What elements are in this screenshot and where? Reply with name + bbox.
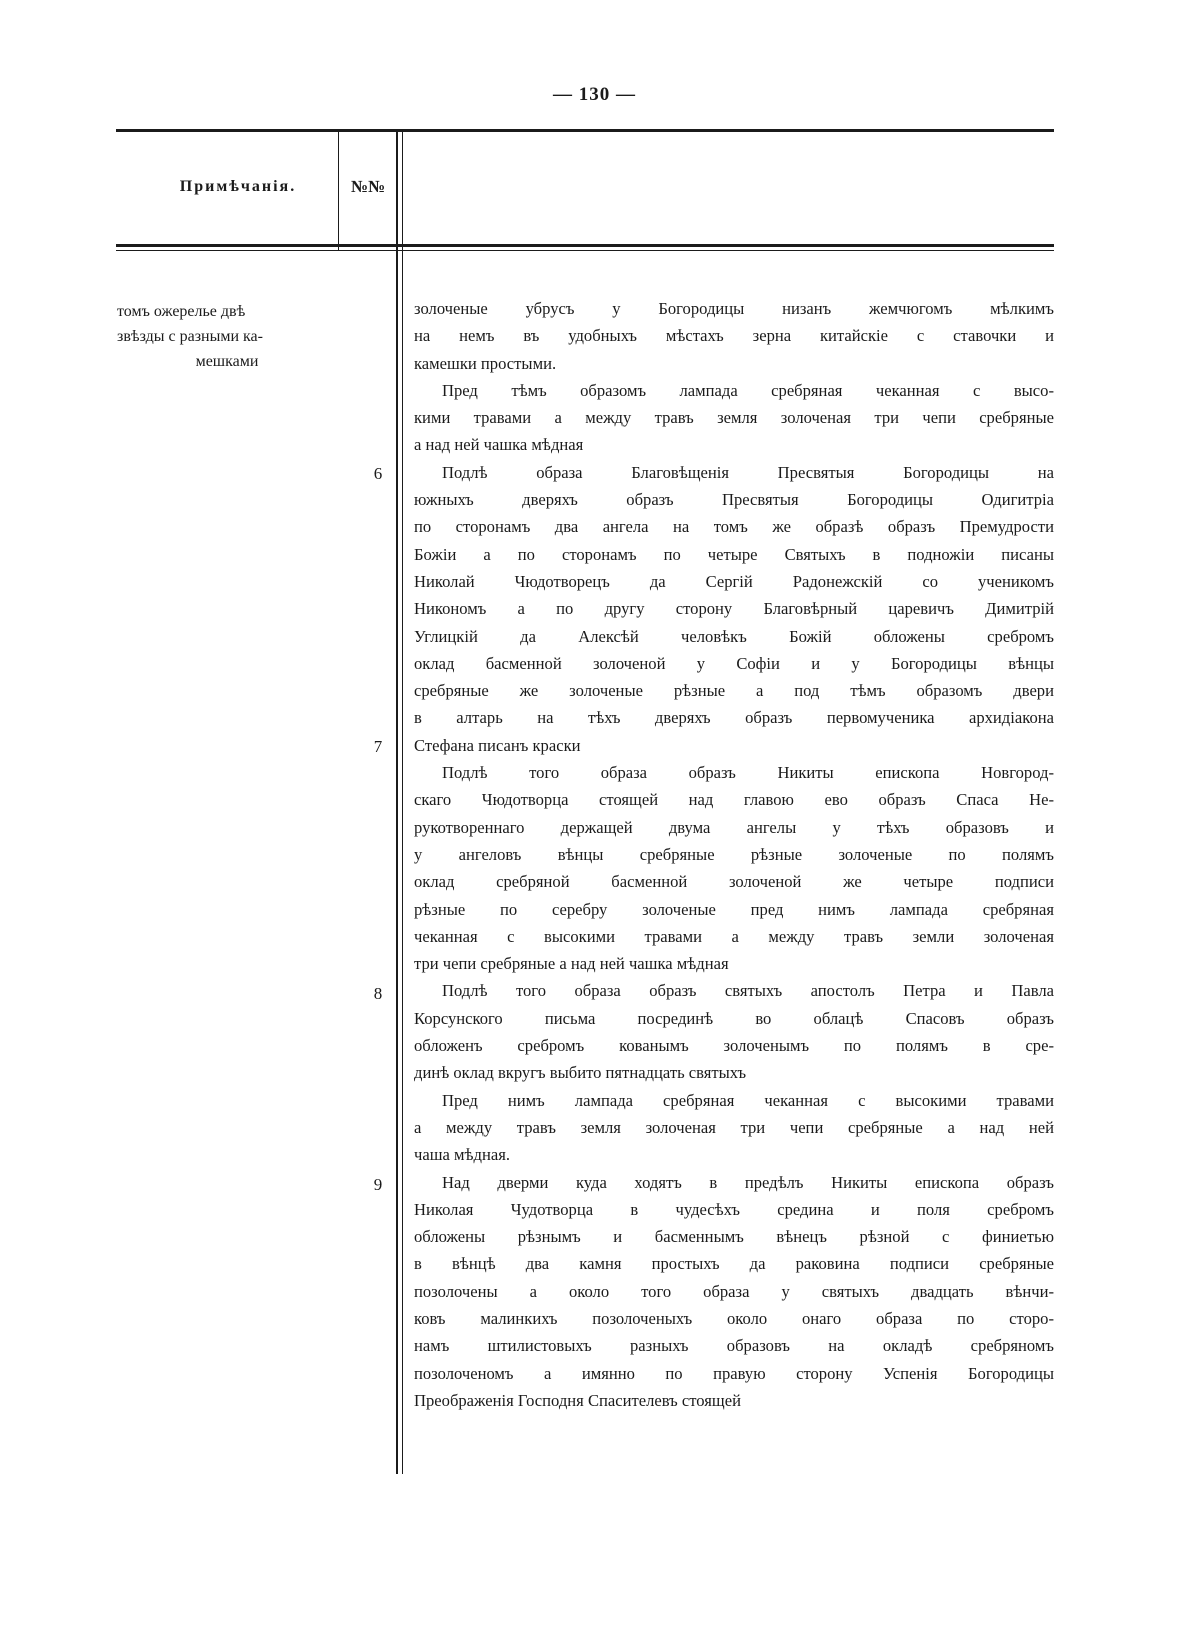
text-line: Никономъ а по другу сторону Благовѣрный царевичъ Димитрій <box>414 599 1054 619</box>
text-line: Преображенія Господня Спасителевъ стоящей <box>414 1390 741 1410</box>
column-divider-main <box>396 132 398 1474</box>
text-line: Углицкій да Алексѣй человѣкъ Божій обложены сребромъ <box>414 626 1054 646</box>
text-line: в вѣнцѣ два камня простыхъ да раковина подписи сребряные <box>414 1254 1054 1274</box>
text-line: оклад басменной золоченой у Софіи и у Богородицы вѣнцы <box>414 653 1054 673</box>
text-line: Божіи а по сторонамъ по четыре Святыхъ в подножіи писаны <box>414 544 1054 564</box>
text-line: а между травъ земля золоченая три чепи сребряные а над ней <box>414 1117 1054 1137</box>
text-line: сребряные же золоченые рѣзные а под тѣмъ образомъ двери <box>414 681 1054 701</box>
header-top-rule <box>116 129 1054 132</box>
column-divider-main-thin <box>402 132 403 1474</box>
text-line: чаша мѣдная. <box>414 1145 510 1165</box>
side-note-line: мешками <box>195 353 259 370</box>
text-line: рукотвореннаго держащей двума ангелы у тѣхъ образовъ и <box>414 817 1054 837</box>
text-line: скаго Чюдотворца стоящей над главою ево образъ Спаса Не- <box>414 790 1054 810</box>
side-note <box>117 299 337 374</box>
text-line: а над ней чашка мѣдная <box>414 435 584 455</box>
text-line: обложены рѣзнымъ и басменнымъ вѣнецъ рѣзной с финиетью <box>414 1227 1054 1247</box>
text-line: кими травами а между травъ земля золоченая три чепи сребряные <box>414 408 1054 428</box>
text-line: Корсунского письма посрединѣ во облацѣ Спасовъ образъ <box>414 1008 1054 1028</box>
header-bottom-rule-thin <box>116 250 1054 251</box>
text-line: позолоченомъ а имянно по правую сторону Успенія Богородицы <box>414 1363 1054 1383</box>
side-note-line: звѣзды с разными ка- <box>117 328 263 345</box>
text-line: Пред тѣмъ образомъ лампада сребряная чеканная с высо- <box>442 380 1054 400</box>
text-line: камешки простыми. <box>414 353 557 373</box>
text-line: в алтарь на тѣхъ дверяхъ образъ первомученика архидіакона <box>414 708 1054 728</box>
text-line: чеканная с высокими травами а между травъ земли золоченая <box>414 926 1054 946</box>
text-line: Подлѣ образа Благовѣщенія Пресвятыя Богородицы на <box>442 462 1054 482</box>
column-header-notes: Примѣчанія. <box>179 178 297 195</box>
item-number: 6 <box>373 464 383 483</box>
text-line: оклад сребряной басменной золоченой же четыре подписи <box>414 872 1054 892</box>
header-bottom-rule <box>116 244 1054 247</box>
text-line: три чепи сребряные а над ней чашка мѣдная <box>414 954 729 974</box>
text-line: по сторонамъ два ангела на томъ же образѣ образъ Премудрости <box>414 517 1054 537</box>
text-line: у ангеловъ вѣнцы сребряные рѣзные золоченые по полямъ <box>414 844 1054 864</box>
text-line: намъ штилистовыхъ разныхъ образовъ на окладѣ сребряномъ <box>414 1336 1054 1356</box>
text-line: золоченые убрусъ у Богородицы низанъ жемчюгомъ мѣлкимъ <box>414 299 1054 318</box>
text-line: ковъ малинкихъ позолоченыхъ около онаго образа по сторо- <box>414 1308 1054 1328</box>
text-line: Пред нимъ лампада сребряная чеканная с высокими травами <box>442 1090 1054 1110</box>
text-line: позолочены а около того образа у святыхъ двадцать вѣнчи- <box>414 1281 1054 1301</box>
text-line: рѣзные по серебру золоченые пред нимъ лампада сребряная <box>414 899 1054 919</box>
text-line: южныхъ дверяхъ образъ Пресвятыя Богородицы Одигитріа <box>414 490 1054 510</box>
column-divider-notes <box>338 132 339 250</box>
text-line: Стефана писанъ краски <box>414 735 581 755</box>
text-line: Николай Чюдотворецъ да Сергій Радонежскій со ученикомъ <box>414 571 1054 591</box>
text-line: Подлѣ того образа образъ Никиты епископа Новгород- <box>442 763 1054 783</box>
text-line: Николая Чудотворца в чудесѣхъ средина и поля сребромъ <box>414 1199 1054 1219</box>
text-line: обложенъ сребромъ кованымъ золоченымъ по полямъ в сре- <box>414 1036 1054 1056</box>
text-line: Над дверми куда ходятъ в предѣлъ Никиты епископа образъ <box>442 1172 1054 1192</box>
main-text <box>414 295 1054 1414</box>
text-line: на немъ въ удобныхъ мѣстахъ зерна китайскіе с ставочки и <box>414 326 1054 346</box>
column-header-numbers: №№ <box>350 177 386 196</box>
side-note-line: томъ ожерелье двѣ <box>117 303 246 320</box>
item-number: 9 <box>373 1175 383 1194</box>
text-line: Подлѣ того образа образъ святыхъ апостолъ Петра и Павла <box>442 981 1054 1001</box>
page-number: — 130 — <box>553 84 636 105</box>
item-number: 8 <box>373 984 383 1003</box>
item-number: 7 <box>373 737 383 756</box>
text-line: динѣ оклад вкругъ выбито пятнадцать святыхъ <box>414 1063 747 1083</box>
